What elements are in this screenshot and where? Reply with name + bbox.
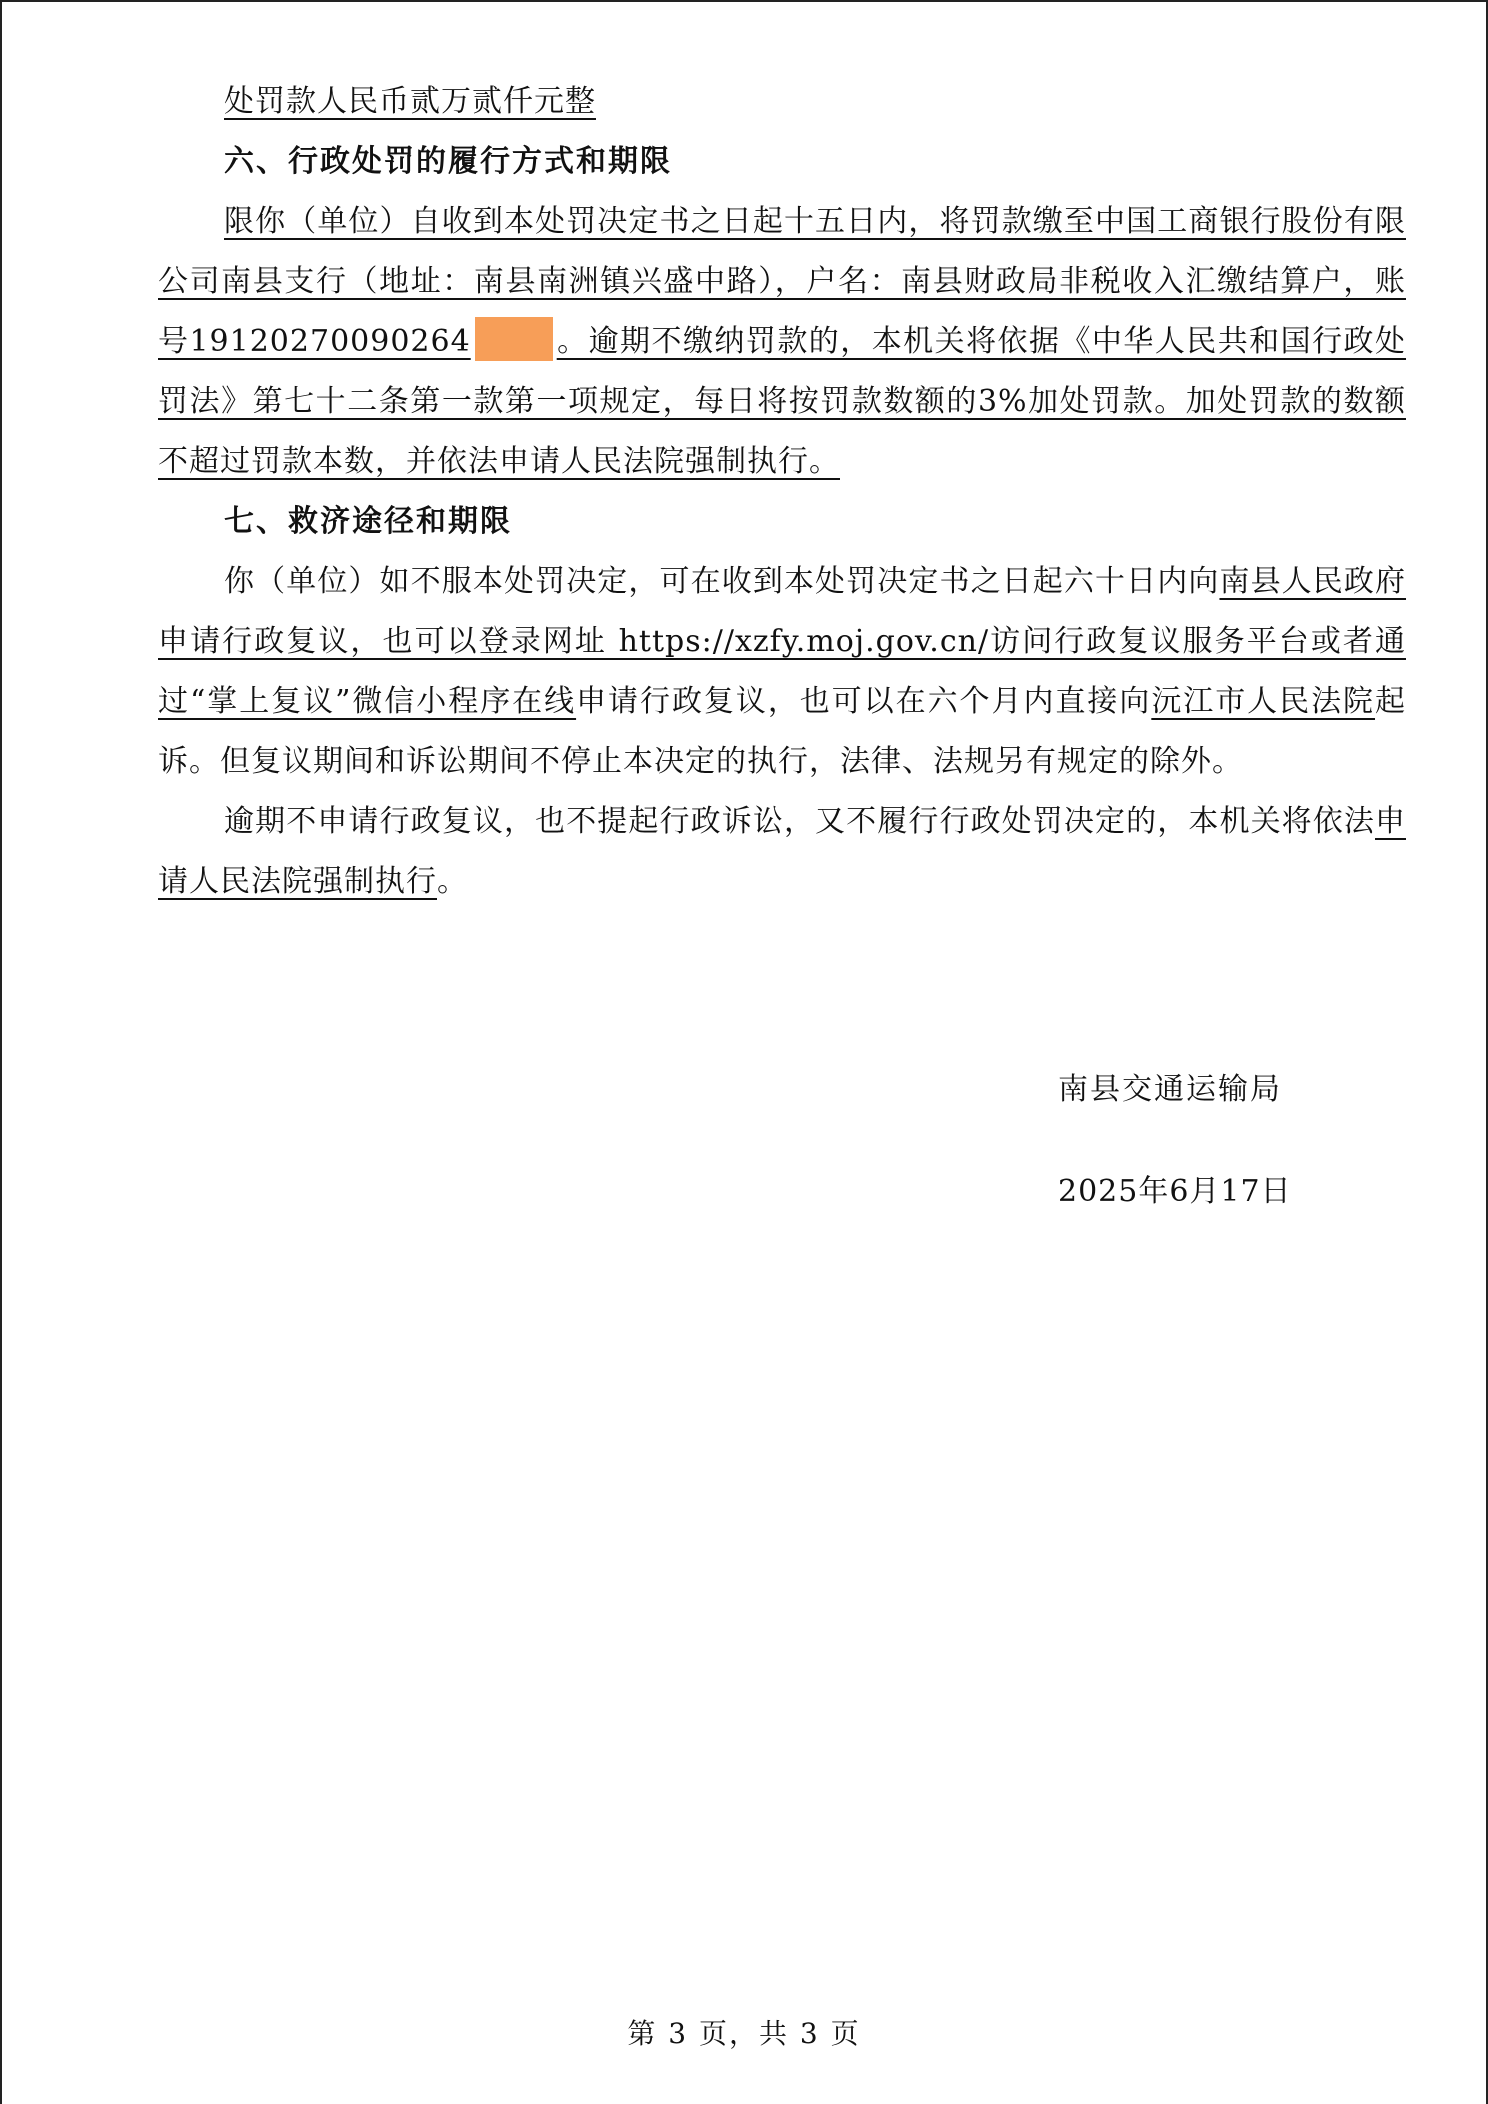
overdue-intro-text: 逾期不申请行政复议，也不提起行政诉讼，又不履行行政处罚决定的，本机关将依法: [224, 804, 1375, 839]
page-number: 第 3 页，共 3 页: [627, 2017, 861, 2050]
court-name-text: 沅江市人民法院: [1151, 684, 1376, 719]
section7-paragraph-1: [158, 552, 1406, 792]
section6-heading: 六、行政处罚的履行方式和期限: [224, 144, 672, 179]
execution-note-text: 起诉。但复议期间和诉讼期间不停止本决定的执行，法律、法规另有规定的除外。: [158, 684, 1407, 779]
enforcement-text: 申请人民法院强制执行: [158, 804, 1406, 899]
section6-paragraph: [158, 192, 1406, 492]
page-border-top: [0, 0, 1488, 2]
issuing-organization: 南县交通运输局: [1058, 1072, 1282, 1107]
document-body: [158, 72, 1406, 912]
page-border-left: [0, 0, 2, 2104]
section7-heading: 七、救济途径和期限: [224, 504, 512, 539]
fine-amount-text: 处罚款人民币贰万贰仟元整: [224, 84, 596, 119]
review-channel-text: 南县人民政府申请行政复议，也可以登录网址 https://xzfy.moj.gov.cn/访问行政复议服务平台或者通过“掌上复议”微信小程序在线: [158, 564, 1407, 719]
paragraph-end-text: 。: [437, 864, 468, 899]
issue-date: 2025年6月17日: [1058, 1174, 1292, 1209]
section7-paragraph-2: [158, 792, 1406, 912]
payment-instructions-text: 限你（单位）自收到本处罚决定书之日起十五日内，将罚款缴至中国工商银行股份有限公司南县支行（地址：南县南洲镇兴盛中路），户名：南县财政局非税收入汇缴结算户，账号19120270090264: [158, 204, 1406, 359]
fine-amount-line: [158, 72, 1406, 132]
lawsuit-intro-text: 申请行政复议，也可以在六个月内直接向: [576, 684, 1152, 719]
redaction-block: [475, 317, 553, 361]
late-penalty-text: 。逾期不缴纳罚款的，本机关将依据《中华人民共和国行政处罚法》第七十二条第一款第一项规定，每日将按罚款数额的3%加处罚款。加处罚款的数额不超过罚款本数，并依法申请人民法院强制执行。: [158, 324, 1407, 479]
review-intro-text: 你（单位）如不服本处罚决定，可在收到本处罚决定书之日起六十日内向: [224, 564, 1220, 599]
